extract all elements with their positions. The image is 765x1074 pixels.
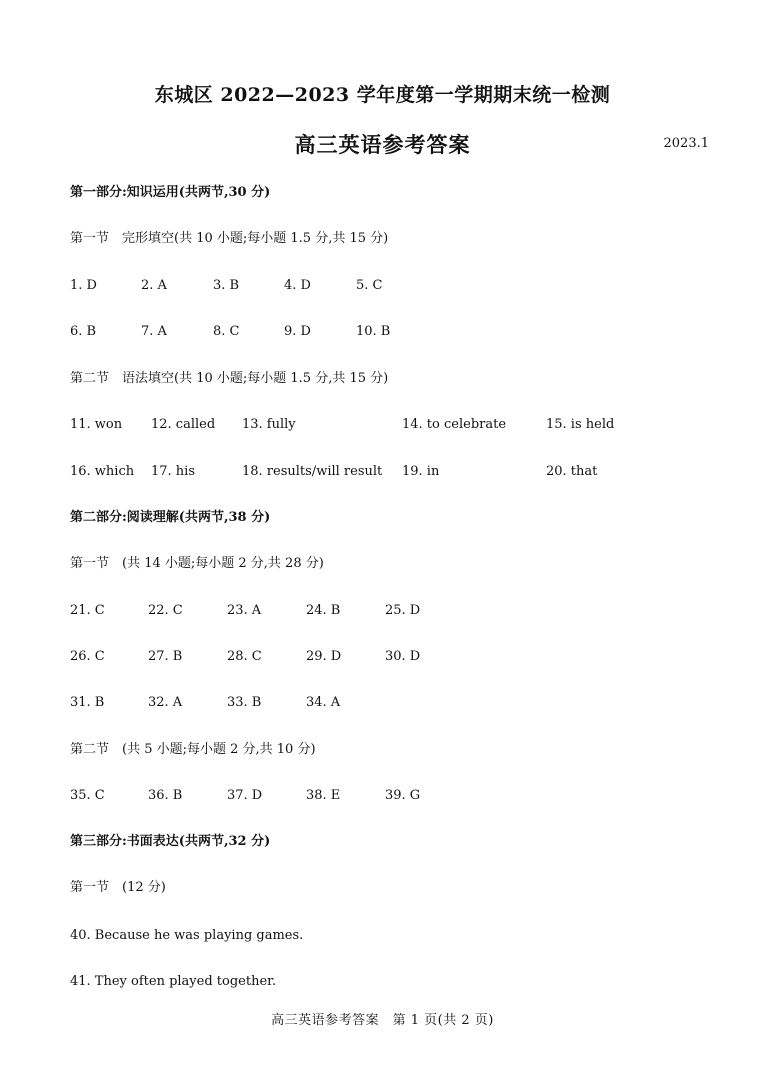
answer-item: 8. C (213, 324, 240, 339)
answer-item: 21. C (70, 603, 105, 618)
answer-item: 35. C (70, 788, 105, 803)
answer-item: 31. B (70, 695, 105, 710)
part3-section1-heading: 第一节 (12 分) (70, 880, 166, 895)
answer-item: 2. A (141, 278, 167, 293)
answer-item: 18. results/will result (242, 464, 383, 479)
answer-item: 39. G (385, 788, 421, 803)
answer-item: 37. D (227, 788, 263, 803)
answer-item: 13. fully (242, 417, 296, 432)
answer-item: 6. B (70, 324, 97, 339)
part2-heading: 第二部分:阅读理解(共两节,38 分) (70, 510, 271, 525)
answer-item: 27. B (148, 649, 183, 664)
answer-sentence: 40. Because he was playing games. (70, 928, 304, 943)
answer-item: 38. E (306, 788, 341, 803)
answer-item: 11. won (70, 417, 123, 432)
answer-item: 1. D (70, 278, 97, 293)
answer-item: 30. D (385, 649, 421, 664)
answer-item: 25. D (385, 603, 421, 618)
answer-item: 3. B (213, 278, 240, 293)
answer-item: 16. which (70, 464, 135, 479)
part3-heading: 第三部分:书面表达(共两节,32 分) (70, 834, 271, 849)
answer-item: 14. to celebrate (402, 417, 507, 432)
part1-section1-heading: 第一节 完形填空(共 10 小题;每小题 1.5 分,共 15 分) (70, 231, 389, 246)
answer-item: 36. B (148, 788, 183, 803)
answer-item: 26. C (70, 649, 105, 664)
part2-section1-heading: 第一节 (共 14 小题;每小题 2 分,共 28 分) (70, 556, 324, 571)
answer-item: 20. that (546, 464, 598, 479)
answer-item: 4. D (284, 278, 311, 293)
answer-item: 29. D (306, 649, 342, 664)
part1-section2-heading: 第二节 语法填空(共 10 小题;每小题 1.5 分,共 15 分) (70, 371, 389, 386)
answer-item: 9. D (284, 324, 311, 339)
answer-item: 32. A (148, 695, 183, 710)
answer-item: 5. C (356, 278, 383, 293)
document-subtitle: 高三英语参考答案 (294, 132, 471, 157)
answer-item: 23. A (227, 603, 262, 618)
answer-item: 17. his (151, 464, 196, 479)
document-date: 2023.1 (663, 136, 709, 151)
answer-item: 19. in (402, 464, 440, 479)
part2-section2-heading: 第二节 (共 5 小题;每小题 2 分,共 10 分) (70, 742, 316, 757)
answer-item: 7. A (141, 324, 167, 339)
answer-item: 24. B (306, 603, 341, 618)
answer-item: 34. A (306, 695, 341, 710)
answer-item: 12. called (151, 417, 216, 432)
page-footer: 高三英语参考答案 第 1 页(共 2 页) (271, 1013, 494, 1028)
answer-item: 33. B (227, 695, 262, 710)
answer-sentence: 41. They often played together. (70, 974, 277, 989)
answer-item: 10. B (356, 324, 391, 339)
part1-heading: 第一部分:知识运用(共两节,30 分) (70, 185, 271, 200)
answer-item: 22. C (148, 603, 183, 618)
document-title: 东城区 2022—2023 学年度第一学期期末统一检测 (154, 84, 611, 106)
answer-item: 15. is held (546, 417, 615, 432)
answer-item: 28. C (227, 649, 262, 664)
